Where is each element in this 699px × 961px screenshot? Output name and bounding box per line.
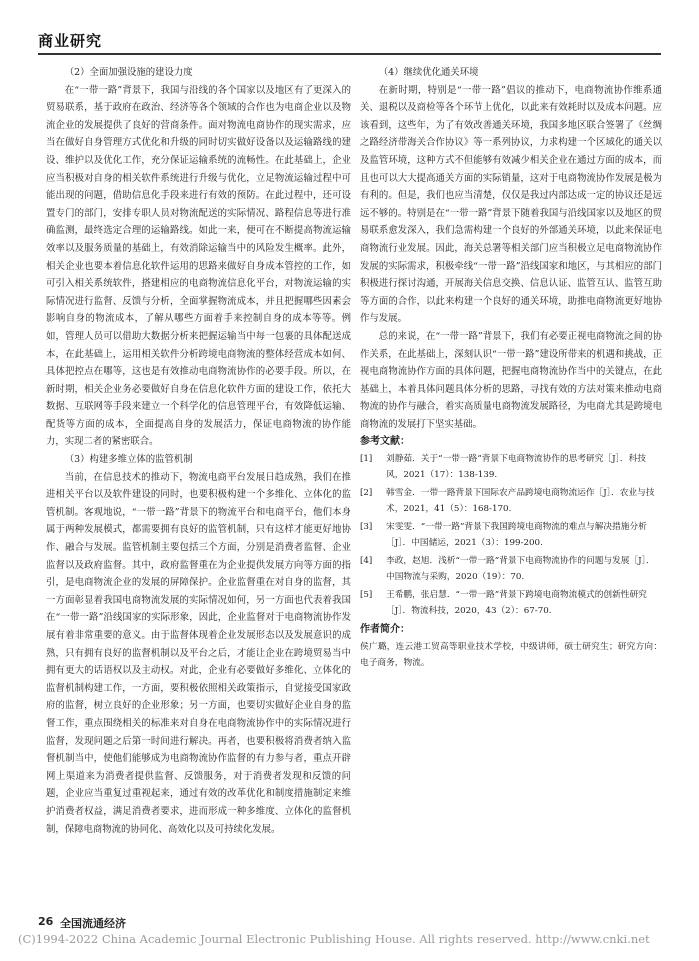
reference-number: [4] xyxy=(360,556,373,567)
body-paragraph: 在新时期，特别是“一带一路”倡议的推动下，电商物流协作维系通关、退税以及商检等各个环节上优化，以此来有效耗时以及成本问题。应该看到，这些年，为了有效改善通关环境，我国多地区联合签署了《丝绸之路经济带海关合作协议》等一系列协议，力求构建一个区域化的通关以及监管环境，这种方式不但能够有效减少相关企业在通过方面的成本，而且也可以大大提高通关方面的实际销量，这对于电商物流协作发展是极为有利的。但是，我们也应当清楚，仅仅是我过内部达成一定的协议还是远远不够的。特别是在“一带一路”背景下随着我国与沿线国家以及地区的贸易联系愈发深入，我们急需构建一个良好的外部通关环境，以此来保证电商物流行业发展。因此，海关总署等相关部门应当积极立足电商物流协作发展的实际需求，积极牵线“一带一路”沿线国家和地区，与其相应的部门积极进行探讨沟通，开展海关信息交换、信息认证、监管互认、监管互助等方面的合作，以此来构建一个良好的通关环境，助推电商物流更好地协作与发展。 xyxy=(360,84,662,325)
reference-item xyxy=(360,519,662,551)
reference-list xyxy=(360,451,662,619)
author-info: 侯广璐，连云港工贸高等职业技术学校，中级讲师，硕士研究生；研究方向：电子商务，物流。 xyxy=(360,641,662,668)
section-header: 商业研究 xyxy=(38,32,103,50)
reference-text: 宋雯雯．“一带一路”背景下我国跨境电商物流的难点与解决措施分析［J］．中国储运，2021（3）：199-200. xyxy=(386,522,647,549)
reference-number: [2] xyxy=(360,488,373,499)
right-column xyxy=(360,64,662,671)
references-heading: 参考文献： xyxy=(360,436,410,448)
right-column-body xyxy=(360,64,662,433)
body-paragraph: 当前，在信息技术的推动下，物流电商平台发展日趋成熟，我们在推进相关平台以及软件建设的同时，也要积极构建一个多维化、立体化的监管机制。客观地说，“一带一路”背景下的物流平台和电商平台，他们本身属于两种发展模式，都需要拥有良好的监管机制，只有这样才能更好地协作、融合与发展。监管机制主要包括三个方面，分别是消费者监督、企业监督以及政府监督。其中，政府监督重在为企业提供发展方向等方面的指引，是电商物流企业的发展的屏障保护。企业监督重在对自身的监督，其一方面彰显着我国电商物流发展的实际情况如何，另一方面也代表着我国在“一带一路”沿线国家的实际形象，因此，企业监督对于电商物流协作发展有着非常重要的意义。由于监督体现着企业发展形态以及发展意识的成熟，只有拥有良好的监督机制以及平台之后，才能让企业在跨境贸易当中拥有更大的话语权以及主动权。对此，企业有必要做好多维化、立体化的监督机制构建工作，一方面，要积极依照相关政策指示，自觉接受国家政府的监督，树立良好的企业形象；另一方面，也要切实做好企业自身的监督工作，重点围绕相关的标准来对自身在电商物流协作中的实际情况进行监督，发现问题之后第一时间进行解决。再者，也要积极将消费者纳入监督机制当中，使他们能够成为电商物流协作监督的有力参与者，重点开辟网上渠道来为消费者提供监督、反馈服务，对于消费者发现和反馈的问题，企业应当重复过重视起来，通过有效的改革优化和制度措施制定来维护消费者权益，满足消费者要求，进而形成一种多维度、立体化的监督机制，保障电商物流的协同化、高效化以及可持续化发展。 xyxy=(46,471,351,835)
reference-text: 王希鹏，张启慧．“一带一路”背景下跨境电商物流模式的创新性研究［J］．物流科技，2020，43（2）：67-70. xyxy=(386,590,647,617)
reference-item xyxy=(360,451,662,483)
reference-number: [1] xyxy=(360,454,373,465)
reference-item xyxy=(360,553,662,585)
reference-number: [3] xyxy=(360,522,373,533)
reference-text: 刘静茹．关于“一带一路”背景下电商物流协作的思考研究［J］．科技风，2021（17）：138-139. xyxy=(386,454,646,481)
section-heading: （2）全面加强设施的建设力度 xyxy=(64,67,193,78)
reference-text: 李政，赵旭．浅析“一带一路”背景下电商物流协作的问题与发展［J］．中国物流与采购，2020（19）：70. xyxy=(386,556,655,583)
reference-item xyxy=(360,485,662,517)
left-column xyxy=(46,64,351,838)
copyright-notice: (C)1994-2022 China Academic Journal Electronic Publishing House. All rights reserved. http://www.cnki.net xyxy=(18,932,650,946)
reference-number: [5] xyxy=(360,590,373,601)
section-heading: （4）继续优化通关环境 xyxy=(378,67,479,78)
body-paragraph: 总的来说，在“一带一路”背景下，我们有必要正视电商物流之间的协作关系，在此基础上，深刻认识“一带一路”建设所带来的机遇和挑战，正视电商物流协作方面的具体问题，把握电商物流协作当中的关键点，在此基础上，本着具体问题具体分析的思路，寻找有效的方法对策来推动电商物流的协作与融合，着实高质量电商物流发展路径，为电商尤其是跨境电商物流的发展打下坚实基础。 xyxy=(360,330,662,430)
page-number: 26 xyxy=(38,915,54,928)
reference-item xyxy=(360,587,662,619)
journal-name: 全国流通经济 xyxy=(60,917,126,930)
author-heading: 作者简介： xyxy=(360,624,410,636)
section-heading: （3）构建多维立体的监管机制 xyxy=(64,454,193,466)
reference-text: 韩雪金．一带一路背景下国际农产品跨境电商物流运作［J］．农业与技术，2021，41（5）：168-170. xyxy=(386,488,655,515)
header-divider xyxy=(38,53,661,55)
body-paragraph: 在“一带一路”背景下，我国与沿线的各个国家以及地区有了更深入的贸易联系，基于政府在政治、经济等各个领域的合作也为电商企业以及物流企业的发展提供了良好的营商条件。面对物流电商协作的现实需求，应当在做好自身管理方式优化和升级的同时切实做好设备以及运输路线的建设、维护以及优化工作，充分保证运输系统的流畅性。在此基础上，企业应当积极对自身的相关软件系统进行升级与优化，立足物流运输过程中可能出现的问题，借助信息化手段来进行有效的预防。在此过程中，还可设置专门的部门，安排专职人员对物流配送的实际情况、路程信息等进行准确监测，最终选定合理的运输路线。如此一来，便可在不断提高物流运输效率以及服务质量的基础上，有效消除运输当中的风险发生概率。此外，相关企业也要本着信息化软件运用的思路来做好自身成本管控的工作，如可引入相关系统软件，搭建相应的电商物流信息化平台，对物流运输的实际情况进行监督、反馈与分析，全面掌握物流成本，并且把握哪些因素会影响自身的物流成本，了解从哪些方面着手来控制自身的成本等等。例如，管理人员可以借助大数据分析来把握运输当中每一包裹的具体配送成本，在此基础上，运用相关软件分析跨境电商物流的整体经营成本如何、具体把控点在哪等，这也是有效推动电商物流协作的必要手段。所以，在新时期，相关企业务必要做好自身在信息化软件方面的建设工作，依托大数据、互联网等手段来建立一个科学化的信息管理平台，有效降低运输、配货等方面的成本，全面提高自身的发展活力，保证电商物流的协作能力，实现二者的紧密联合。 xyxy=(46,84,351,448)
